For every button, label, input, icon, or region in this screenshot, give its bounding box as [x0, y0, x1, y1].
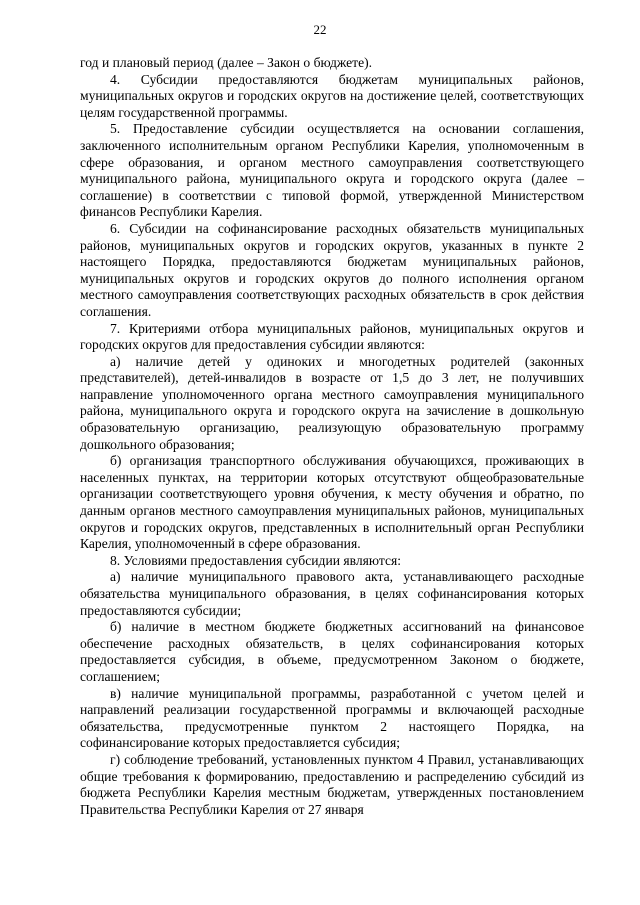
page-number: 22 [313, 22, 327, 37]
document-body [80, 55, 584, 818]
paragraph-continuation: год и плановый период (далее – Закон о бюджете). [80, 55, 373, 70]
paragraph-item-6: 6. Субсидии на софинансирование расходных обязательств муниципальных районов, муниципальных округов и городских округов, указанных в пункте 2 настоящего Порядка, предоставляются бюджетам муниципальных районов, муниципальных округов и городских округов до полного исполнения органом местного самоуправления соответствующих расходных обязательств в срок действия соглашения. [80, 220, 584, 319]
paragraph-item-7b: б) организация транспортного обслуживания обучающихся, проживающих в населенных пунктах, на территории которых отсутствуют общеобразовательные организации соответствующего уровня обучения, к месту обучения и обратно, по данным органов местного самоуправления муниципальных районов, муниципальных округов и городских округов, представленных в исполнительный орган Республики Карелия, уполномоченный в сфере образования. [80, 453, 584, 552]
paragraph-item-8g: г) соблюдение требований, установленных пунктом 4 Правил, устанавливающих общие требования к формированию, предоставлению и распределению субсидий из бюджета Республики Карелия местным бюджетам, утвержденных постановлением Правительства Республики Карелия от 27 января [80, 751, 584, 817]
paragraph-item-8b: б) наличие в местном бюджете бюджетных ассигнований на финансовое обеспечение расходных обязательств, в целях софинансирования которых предоставляется субсидия, в объеме, предусмотренном Законом о бюджете, соглашением; [80, 619, 584, 684]
paragraph-item-5: 5. Предоставление субсидии осуществляется на основании соглашения, заключенного исполнительным органом Республики Карелия, уполномоченным в сфере образования, и органом местного самоуправления соответствующего муниципального района, муниципального округа и городского округа (далее – соглашение) в соответствии с типовой формой, утвержденной Министерством финансов Республики Карелия. [80, 121, 584, 220]
paragraph-item-7: 7. Критериями отбора муниципальных районов, муниципальных округов и городских округов для предоставления субсидии являются: [80, 320, 584, 353]
paragraph-item-8: 8. Условиями предоставления субсидии являются: [110, 552, 402, 568]
paragraph-item-8a: а) наличие муниципального правового акта, устанавливающего расходные обязательства муниципального образования, в целях софинансирования которых предоставляются субсидии; [80, 569, 584, 618]
paragraph-item-7a: а) наличие детей у одиноких и многодетных родителей (законных представителей), детей-инвалидов в возрасте от 1,5 до 3 лет, не получивших направление уполномоченного органа местного самоуправления муниципального района, муниципального округа и городского округа на зачисление в дошкольную образовательную организацию, реализующую образовательную программу дошкольного образования; [80, 353, 584, 452]
paragraph-item-8v: в) наличие муниципальной программы, разработанной с учетом целей и направлений реализации государственной программы и включающей расходные обязательства, предусмотренные пунктом 2 настоящего Порядка, на софинансирование которых предоставляется субсидия; [80, 685, 584, 751]
paragraph-item-4: 4. Субсидии предоставляются бюджетам муниципальных районов, муниципальных округов и городских округов на достижение целей, соответствующих целям государственной программы. [80, 71, 584, 120]
